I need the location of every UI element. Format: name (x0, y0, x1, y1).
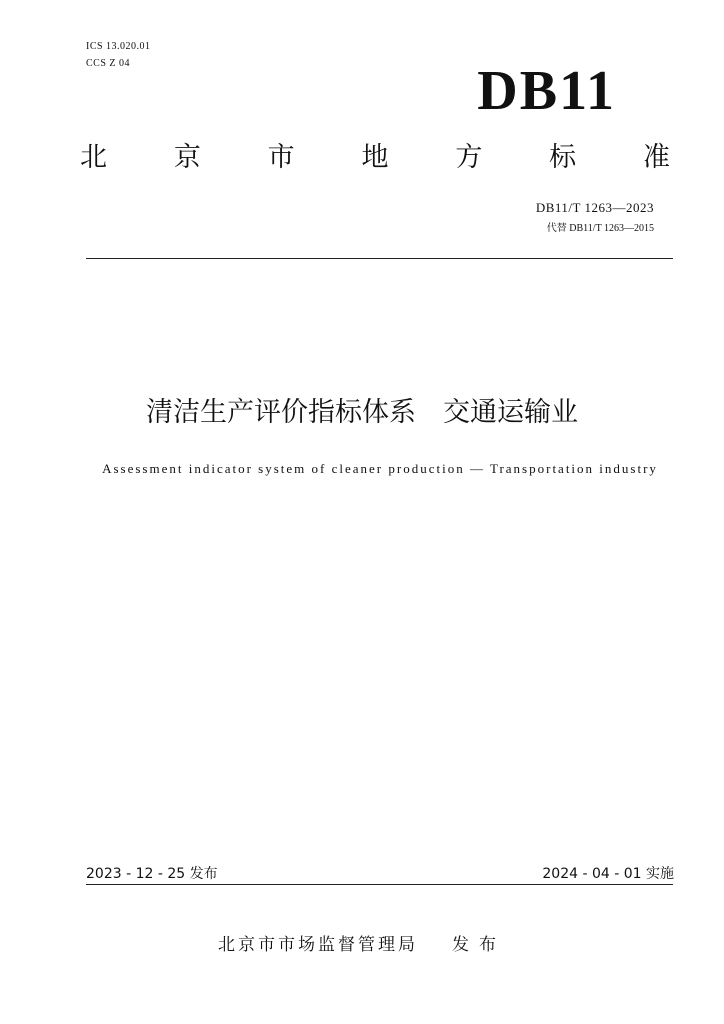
implementation-date: 2024 - 04 - 01 实施 (542, 866, 674, 882)
classification-char: 准 (642, 142, 670, 173)
bottom-divider (86, 884, 673, 885)
standard-classification (80, 140, 670, 176)
classification-char: 方 (455, 142, 483, 173)
standard-number: DB11/T 1263—2023 (535, 200, 654, 215)
issuer-name: 北京市市场监督管理局 (218, 935, 418, 955)
top-divider (86, 258, 673, 259)
document-codes (86, 38, 151, 72)
classification-char: 标 (549, 142, 577, 173)
ccs-code: CCS Z 04 (86, 58, 131, 69)
replaced-standard: 代替 DB11/T 1263—2015 (546, 223, 654, 234)
ics-code: ICS 13.020.01 (86, 41, 151, 52)
classification-char: 北 (80, 142, 107, 173)
issuer (0, 932, 724, 958)
document-title-zh: 清洁生产评价指标体系 交通运输业 (146, 397, 578, 428)
classification-char: 市 (267, 142, 295, 173)
issuer-verb: 发布 (452, 935, 506, 955)
classification-char: 京 (173, 142, 201, 173)
standard-logo: DB11 (477, 60, 616, 122)
document-title-en: Assessment indicator system of cleaner production — Transportation industry (102, 461, 658, 476)
classification-char: 地 (361, 142, 389, 173)
issue-date: 2023 - 12 - 25 发布 (86, 866, 218, 882)
